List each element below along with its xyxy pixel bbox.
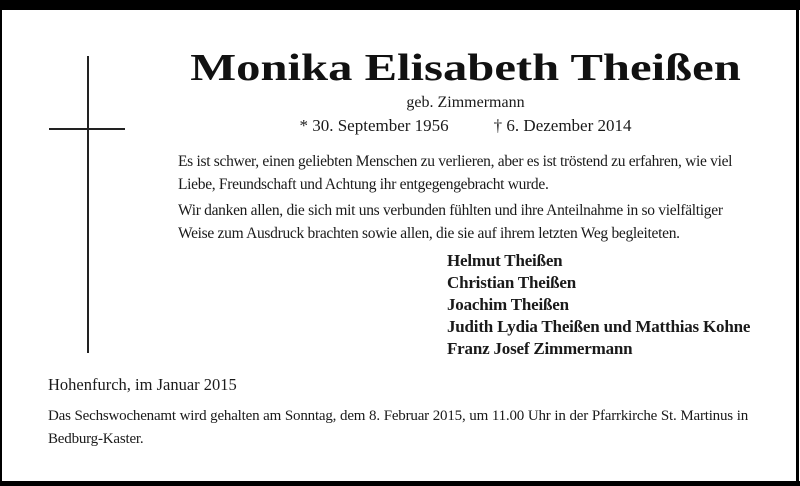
- mourner-name: Joachim Theißen: [447, 295, 569, 314]
- death-date: † 6. Dezember 2014: [493, 116, 632, 135]
- frame-top-border: [0, 0, 800, 10]
- cross-vertical-bar: [87, 56, 89, 353]
- mourners-list: [447, 250, 750, 360]
- birth-date: * 30. September 1956: [299, 116, 449, 135]
- mourner-name: Judith Lydia Theißen und Matthias Kohne: [447, 317, 751, 336]
- cross-horizontal-bar: [49, 128, 125, 130]
- deceased-name-title: Monika Elisabeth Theißen: [190, 47, 741, 89]
- mourner-name: Franz Josef Zimmermann: [447, 339, 633, 358]
- maiden-name: geb. Zimmermann: [406, 94, 525, 111]
- mourner-name: Christian Theißen: [447, 273, 577, 292]
- condolence-text: [178, 150, 756, 248]
- frame-left-border: [0, 0, 2, 486]
- memorial-service-info: Das Sechswochenamt wird gehalten am Sonntag, dem 8. Februar 2015, um 11.00 Uhr in der Pfarrkirche St. Martinus in Bedburg-Kaster.: [48, 408, 748, 447]
- thanks-paragraph: Wir danken allen, die sich mit uns verbunden fühlten und ihre Anteilnahme in so vielfältiger Weise zum Ausdruck brachten sowie allen, die sie auf ihrem letzten Weg begleiteten.: [178, 202, 723, 242]
- life-dates: [132, 117, 799, 135]
- place-and-date: Hohenfurch, im Januar 2015: [48, 375, 237, 394]
- frame-bottom-border: [0, 481, 800, 486]
- condolence-paragraph: Es ist schwer, einen geliebten Menschen zu verlieren, aber es ist tröstend zu erfahren, wie viel Liebe, Freundschaft und Achtung ihr entgegengebracht wurde.: [178, 153, 733, 193]
- mourner-name: Helmut Theißen: [447, 251, 563, 270]
